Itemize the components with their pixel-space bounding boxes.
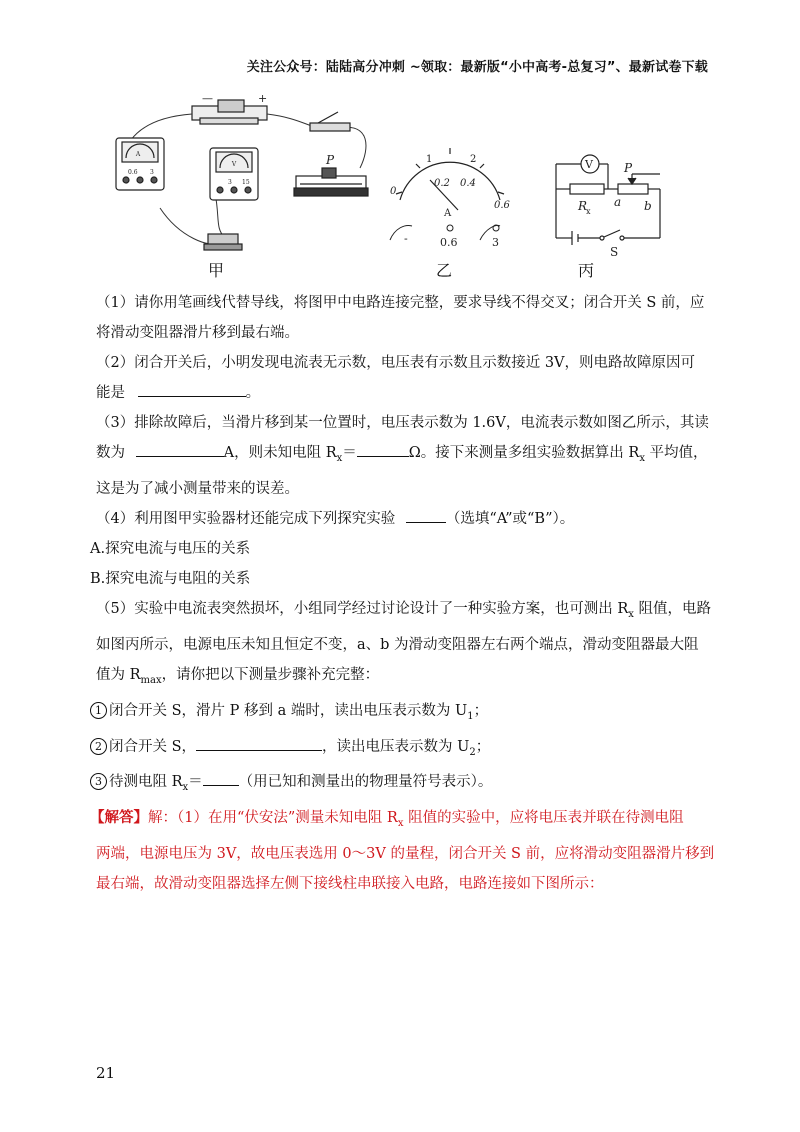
ammeter-scale-3: 3 (150, 169, 154, 176)
svg-text:R: R (578, 199, 588, 213)
circuit-figures (100, 88, 720, 288)
q4-line1: （4）利用图甲实验器材还能完成下列探究实验 （选填“A”或“B”）。 (96, 504, 708, 534)
svg-text:0.6: 0.6 (494, 200, 510, 211)
svg-text:0.6: 0.6 (440, 236, 458, 249)
answer-blank-q3-resistance[interactable] (357, 440, 409, 457)
step-2-number: 2 (90, 738, 107, 755)
svg-text:2: 2 (470, 154, 477, 165)
step-3-number: 3 (90, 773, 107, 790)
figure-area (100, 88, 720, 288)
answer-blank-step3[interactable] (203, 769, 239, 786)
svg-text:-: - (404, 232, 408, 245)
q3-line3: 这是为了减小测量带来的误差。 (96, 480, 299, 497)
svg-text:P: P (624, 161, 633, 175)
step-2: 2 闭合开关 S， ，读出电压表示数为 $U_2$； (90, 732, 708, 768)
rheostat-icon (294, 168, 368, 196)
answer-blank-q3-current[interactable] (136, 440, 224, 457)
ammeter-icon (116, 138, 164, 190)
svg-text:S: S (610, 245, 619, 259)
answer-blank-step2[interactable] (196, 734, 322, 751)
answer-line2: 两端，电源电压为 3V，故电压表选用 0～3V 的量程，闭合开关 S 前，应将滑动变阻器滑片移到 (96, 846, 715, 863)
q4-option-a: A.探究电流与电压的关系 (90, 540, 251, 557)
q1-line1: （1）请你用笔画线代替导线，将图甲中电路连接完整，要求导线不得交叉；闭合开关 S 前，应 (96, 295, 705, 311)
step-1-number: 1 (90, 702, 107, 719)
answer-blank-q2[interactable] (138, 380, 246, 397)
q5-line2: 如图丙所示，电源电压未知且恒定不变，a、b 为滑动变阻器左右两个端点，滑动变阻器最大阻 (96, 636, 699, 653)
svg-text:x: x (586, 207, 591, 216)
q5-line3: 值为 $R_{max}$，请你把以下测量步骤补充完整： (96, 666, 380, 686)
svg-text:V: V (231, 161, 237, 168)
question-body (90, 288, 715, 899)
caption-jia: 甲 (208, 261, 225, 280)
answer-line1: 【解答】解：（1）在用“伏安法”测量未知电阻 $R_x$ 阻值的实验中，应将电压表并联在待测电阻 (90, 809, 684, 830)
caption-bing: 丙 (578, 261, 595, 280)
svg-text:0: 0 (390, 186, 397, 197)
svg-text:a: a (614, 195, 622, 209)
resistor-block (204, 234, 242, 250)
step-1: 1 闭合开关 S，滑片 P 移到 a 端时，读出电压表示数为 $U_1$； (90, 696, 708, 732)
q3-line1: （3）排除故障后，当滑片移到某一位置时，电压表示数为 1.6V，电流表示数如图乙所示，其读 (96, 415, 709, 431)
svg-text:0.4: 0.4 (460, 178, 476, 189)
voltmeter-scale-15: 15 (242, 179, 250, 186)
q4-option-b: B.探究电流与电阻的关系 (90, 570, 251, 587)
q3-line2: 数为 A，则未知电阻 $R_x= \Omega$。接下来测量多组实验数据算出 $R_x$ 平均值， (96, 438, 708, 474)
svg-text:0.2: 0.2 (434, 178, 450, 189)
ammeter-dial (396, 148, 504, 210)
answer-line3: 最右端，故滑动变阻器选择左侧下接线柱串联接入电路，电路连接如下图所示： (96, 876, 604, 893)
rheostat-p-label: P (326, 153, 335, 167)
svg-text:A: A (135, 151, 141, 158)
page-header: 关注公众号：陆陆高分冲刺 ~领取：最新版“小中高考-总复习”、最新试卷下载 (246, 60, 708, 75)
answer-tag: 【解答】 (90, 809, 148, 827)
q1-line2: 将滑动变阻器滑片移到最右端。 (96, 325, 299, 341)
switch-icon (310, 112, 350, 131)
svg-text:A: A (444, 208, 452, 219)
svg-text:V: V (585, 158, 593, 171)
svg-text:—: — (202, 92, 213, 105)
ammeter-scale-06: 0.6 (128, 169, 138, 176)
answer-blank-q4[interactable] (406, 506, 446, 523)
voltmeter-icon (210, 148, 258, 200)
q2-line2: 能是 。 (96, 378, 708, 408)
q5-line1: （5）实验中电流表突然损坏，小组同学经过讨论设计了一种实验方案，也可测出 $R_x$ 阻值，电路 (96, 600, 711, 620)
q2-line1: （2）闭合开关后，小明发现电流表无示数，电压表有示数且示数接近 3V，则电路故障原因可 (96, 355, 696, 371)
svg-text:+: + (258, 92, 268, 105)
page-number: 21 (96, 1064, 116, 1082)
svg-text:3: 3 (492, 236, 499, 249)
voltmeter-scale-3: 3 (228, 179, 232, 186)
step-3: 3 待测电阻 $R_x=$ （用已知和测量出的物理量符号表示）。 (90, 767, 708, 803)
svg-text:1: 1 (426, 154, 433, 165)
svg-text:b: b (644, 199, 652, 213)
caption-yi: 乙 (436, 261, 453, 280)
